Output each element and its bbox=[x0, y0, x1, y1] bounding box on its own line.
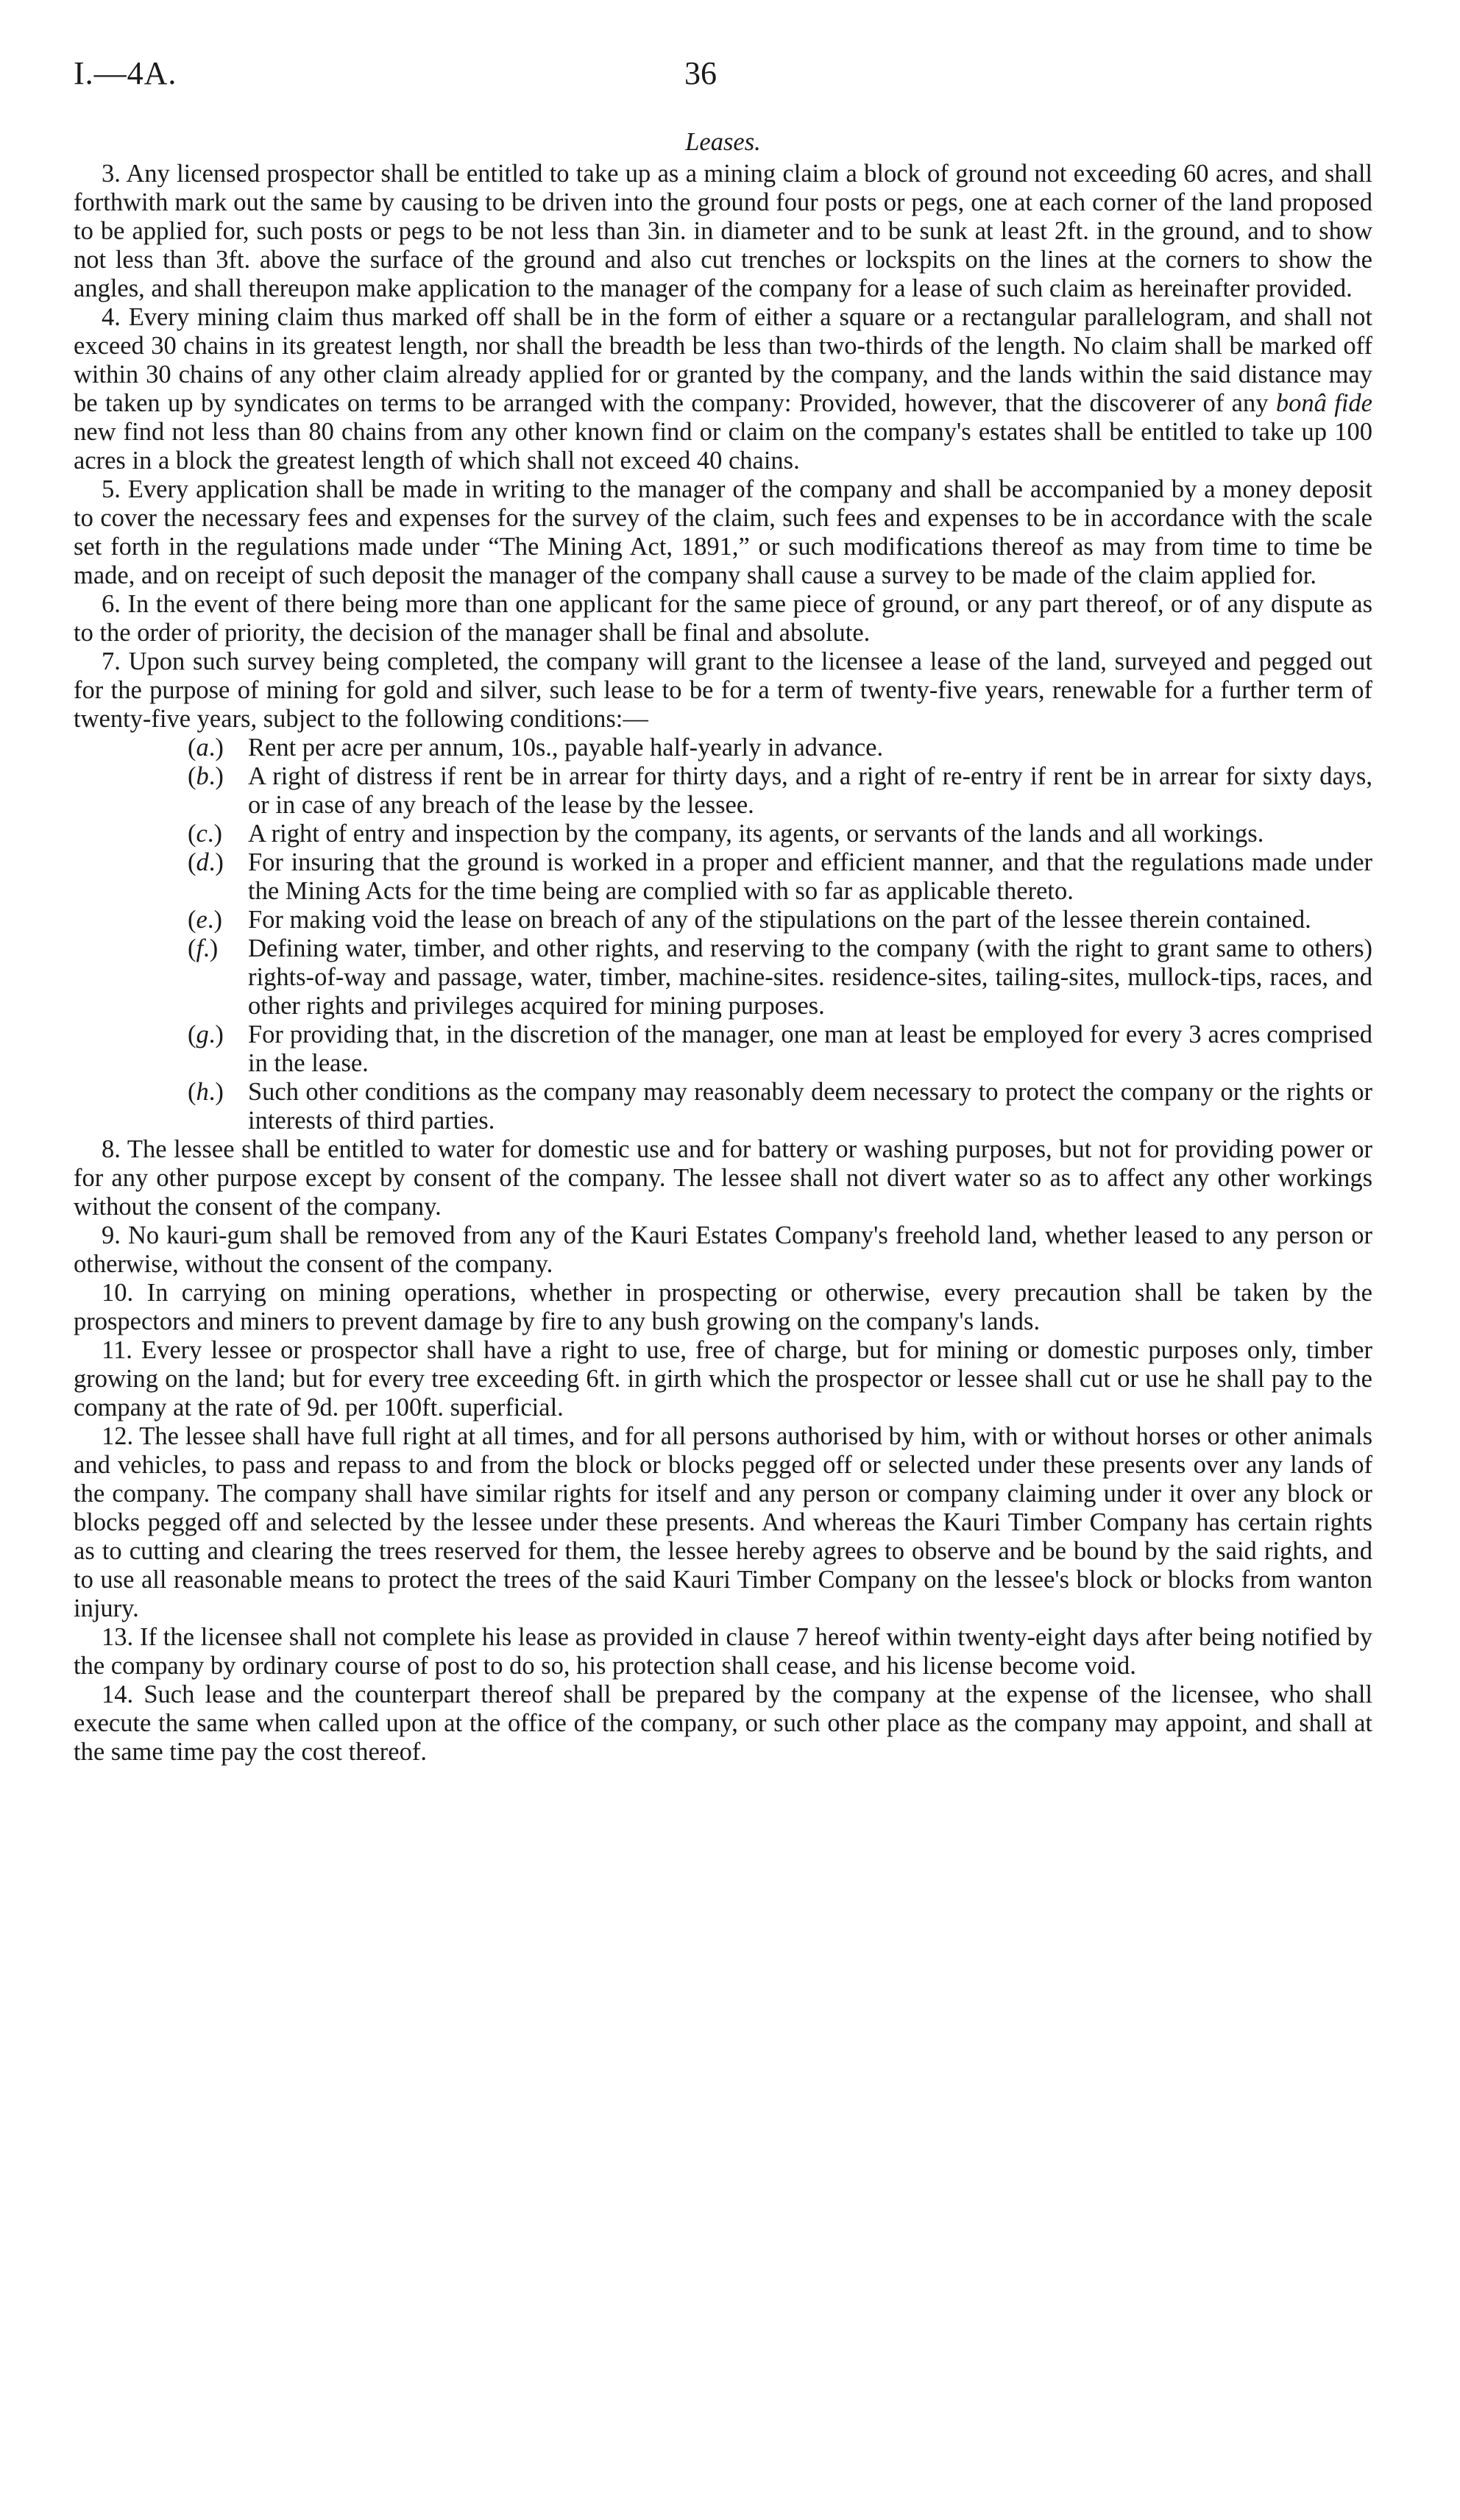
condition-text: For insuring that the ground is worked in a proper and efficient manner, and that the regulations made under the Mining Acts for the time being are complied with so far as applicable thereto. bbox=[248, 848, 1372, 905]
condition-item bbox=[74, 1021, 1372, 1078]
condition-text: A right of entry and inspection by the company, its agents, or servants of the lands and all workings. bbox=[248, 820, 1264, 848]
condition-text: Rent per acre per annum, 10s., payable half-yearly in advance. bbox=[248, 734, 884, 762]
condition-item bbox=[74, 848, 1372, 906]
clause-8: 8. The lessee shall be entitled to water for domestic use and for battery or washing purposes, but not for providing power or for any other purpose except by consent of the company. The lessee shall not divert water so as to affect any other workings without the consent of the company. bbox=[74, 1135, 1372, 1221]
clause-4-text-a: 4. Every mining claim thus marked off shall be in the form of either a square or a rectangular parallelogram, and shall not exceed 30 chains in its greatest length, nor shall the breadth be less than two-thirds of the length. No claim shall be marked off within 30 chains of any other claim already applied for or granted by the company, and the lands within the said distance may be taken up by syndicates on terms to be arranged with the company: Provided, however, that the discoverer of any bbox=[74, 303, 1372, 417]
lease-conditions-list bbox=[74, 734, 1372, 1135]
document-reference: I.—4A. bbox=[74, 55, 177, 91]
condition-label: (f.) bbox=[188, 934, 219, 962]
clause-5: 5. Every application shall be made in writing to the manager of the company and shall be accompanied by a money deposit to cover the necessary fees and expenses for the survey of the claim, such fees and expenses to be in accordance with the scale set forth in the regulations made under “The Mining Act, 1891,” or such modifications thereof as may from time to time be made, and on receipt of such deposit the manager of the company shall cause a survey to be made of the claim applied for. bbox=[74, 475, 1372, 589]
condition-item bbox=[74, 934, 1372, 1021]
condition-text: Defining water, timber, and other rights, and reserving to the company (with the right to grant same to others) rights-of-way and passage, water, timber, machine-sites. residence-sites, tailing-sites, mullock-tips, races, and other rights and privileges acquired for mining purposes. bbox=[248, 934, 1372, 1020]
condition-text: Such other conditions as the company may reasonably deem necessary to protect the company or the rights or interests of third parties. bbox=[248, 1078, 1372, 1135]
condition-label: (b.) bbox=[188, 762, 224, 790]
section-heading: Leases. bbox=[685, 128, 761, 156]
clause-6: 6. In the event of there being more than one applicant for the same piece of ground, or any part thereof, or of any dispute as to the order of priority, the decision of the manager shall be final and absolute. bbox=[74, 590, 1372, 647]
condition-text: For providing that, in the discretion of the manager, one man at least be employed for every 3 acres comprised in the lease. bbox=[248, 1021, 1372, 1077]
condition-label: (e.) bbox=[188, 906, 222, 934]
page-header bbox=[74, 55, 1372, 112]
clause-3: 3. Any licensed prospector shall be entitled to take up as a mining claim a block of ground not exceeding 60 acres, and shall forthwith mark out the same by causing to be driven into the ground four posts or pegs, one at each corner of the land proposed to be applied for, such posts or pegs to be not less than 3in. in diameter and to be sunk at least 2ft. in the ground, and to show not less than 3ft. above the surface of the ground and also cut trenches or lockspits on the lines at the corners to show the angles, and shall thereupon make application to the manager of the company for a lease of such claim as hereinafter provided. bbox=[74, 160, 1372, 302]
clause-7: 7. Upon such survey being completed, the company will grant to the licensee a lease of the land, surveyed and pegged out for the purpose of mining for gold and silver, such lease to be for a term of twenty-five years, renewable for a further term of twenty-five years, subject to the following conditions:— bbox=[74, 647, 1372, 733]
condition-item bbox=[74, 762, 1372, 820]
condition-item bbox=[74, 906, 1372, 934]
condition-text: A right of distress if rent be in arrear for thirty days, and a right of re-entry if rent be in arrear for sixty days, or in case of any breach of the lease by the lessee. bbox=[248, 762, 1372, 819]
clause-4 bbox=[74, 303, 1372, 475]
clause-4-text-b: new find not less than 80 chains from any other known find or claim on the company's estates shall be entitled to take up 100 acres in a block the greatest length of which shall not exceed 40 chains. bbox=[74, 418, 1372, 475]
condition-label: (a.) bbox=[188, 734, 224, 762]
clause-12: 12. The lessee shall have full right at all times, and for all persons authorised by him, with or without horses or other animals and vehicles, to pass and repass to and from the block or blocks pegged off or selected under these presents over any lands of the company. The company shall have similar rights for itself and any person or company claiming under it over any block or blocks pegged off and selected by the lessee under these presents. And whereas the Kauri Timber Company has certain rights as to cutting and clearing the trees reserved for them, the lessee hereby agrees to observe and be bound by the said rights, and to use all reasonable means to protect the trees of the said Kauri Timber Company on the lessee's block or blocks from wanton injury. bbox=[74, 1422, 1372, 1622]
clause-11: 11. Every lessee or prospector shall have a right to use, free of charge, but for mining or domestic purposes only, timber growing on the land; but for every tree exceeding 6ft. in girth which the prospector or lessee shall cut or use he shall pay to the company at the rate of 9d. per 100ft. superficial. bbox=[74, 1336, 1372, 1422]
condition-item bbox=[74, 1078, 1372, 1135]
condition-label: (d.) bbox=[188, 848, 224, 876]
condition-label: (h.) bbox=[188, 1078, 224, 1106]
condition-item bbox=[74, 820, 1372, 848]
clause-9: 9. No kauri-gum shall be removed from any of the Kauri Estates Company's freehold land, whether leased to any person or otherwise, without the consent of the company. bbox=[74, 1221, 1372, 1278]
condition-label: (c.) bbox=[188, 820, 222, 848]
condition-item bbox=[74, 734, 1372, 762]
clause-4-italic-phrase: bonâ fide bbox=[1275, 389, 1372, 417]
condition-text: For making void the lease on breach of any of the stipulations on the part of the lessee therein contained. bbox=[248, 906, 1311, 934]
clause-13: 13. If the licensee shall not complete his lease as provided in clause 7 hereof within twenty-eight days after being notified by the company by ordinary course of post to do so, his protection shall cease, and his license become void. bbox=[74, 1623, 1372, 1680]
clause-14: 14. Such lease and the counterpart thereof shall be prepared by the company at the expense of the licensee, who shall execute the same when called upon at the office of the company, or such other place as the company may appoint, and shall at the same time pay the cost thereof. bbox=[74, 1680, 1372, 1766]
clause-10: 10. In carrying on mining operations, whether in prospecting or otherwise, every precaution shall be taken by the prospectors and miners to prevent damage by fire to any bush growing on the company's lands. bbox=[74, 1279, 1372, 1335]
condition-label: (g.) bbox=[188, 1021, 224, 1048]
document-page bbox=[74, 55, 1372, 1767]
page-number: 36 bbox=[684, 55, 717, 91]
